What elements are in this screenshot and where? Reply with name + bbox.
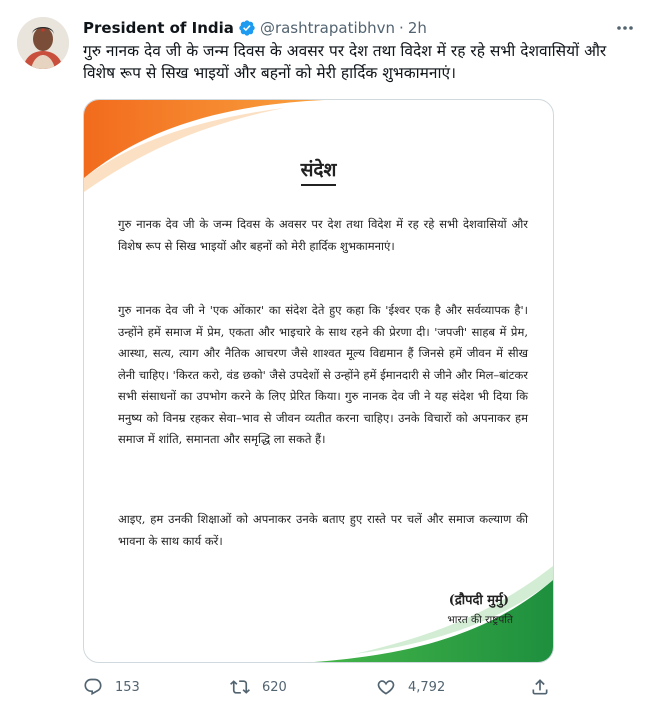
author-name[interactable]: President of India xyxy=(83,19,234,37)
message-title-text: संदेश xyxy=(301,159,337,186)
like-icon xyxy=(376,677,396,697)
tweet-timestamp[interactable]: 2h xyxy=(407,19,427,37)
share-icon xyxy=(530,677,550,697)
message-paragraph-3: आइए, हम उनकी शिक्षाओं को अपनाकर उनके बताए हुए रास्ते पर चलें और समाज कल्याण की भावना के साथ कार्य करें। xyxy=(118,512,528,548)
header-separator: · xyxy=(399,19,404,37)
reply-count: 153 xyxy=(115,679,140,695)
like-button[interactable] xyxy=(376,674,445,700)
tweet-actions xyxy=(83,674,553,700)
retweet-button[interactable] xyxy=(230,674,287,700)
tweet-text: गुरु नानक देव जी के जन्म दिवस के अवसर पर देश तथा विदेश में रह रहे सभी देशवासियों और विशेष रूप से सिख भाइयों और बहनों को मेरी हार्दिक शुभकामनाएं। xyxy=(83,42,607,82)
message-paragraph-1: गुरु नानक देव जी के जन्म दिवस के अवसर पर देश तथा विदेश में रह रहे सभी देशवासियों और विशेष रूप से सिख भाइयों और बहनों को मेरी हार्दिक शुभकामनाएं। xyxy=(118,217,528,253)
message-letter xyxy=(84,100,553,662)
message-title xyxy=(84,156,553,182)
tweet-header xyxy=(83,17,427,39)
message-image-card[interactable] xyxy=(83,99,554,663)
share-button[interactable] xyxy=(530,674,562,700)
signature-name: (द्रौपदी मुर्मु) xyxy=(448,593,509,608)
retweet-icon xyxy=(230,677,250,697)
reply-icon xyxy=(83,677,103,697)
retweet-count: 620 xyxy=(262,679,287,695)
avatar-image xyxy=(17,17,69,69)
avatar[interactable] xyxy=(17,17,69,69)
verified-badge-icon xyxy=(238,19,256,37)
more-options-icon[interactable] xyxy=(614,18,636,38)
reply-button[interactable] xyxy=(83,674,140,700)
signature-designation: भारत की राष्ट्रपति xyxy=(447,614,513,626)
message-paragraph-2: गुरु नानक देव जी ने 'एक ओंकार' का संदेश देते हुए कहा कि 'ईश्वर एक है और सर्वव्यापक है'। उन्होंने हमें समाज में प्रेम, एकता और भाइचारे के साथ रहने की प्रेरणा दी। 'जपजी' साहब में प्रेम, आस्था, सत्य, त्याग और नैतिक आचरण जैसे शाश्वत मूल्य विद्यमान हैं जिनसे हमें जीवन में सीख लेनी चाहिए। 'किरत करो, वंड छको' जैसे उपदेशों से उन्होंने हमें ईमानदारी से जीने और मिल–बांटकर सभी संसाधनों का उपभोग करने के लिए प्रेरित किया। गुरु नानक देव जी ने यह संदेश भी दिया कि मनुष्य को विनम्र रहकर सेवा–भाव से जीवन व्यतीत करना चाहिए। उनके विचारों को अपनाकर हम समाज में शांति, समानता और समृद्धि ला सकते हैं। xyxy=(118,303,528,446)
like-count: 4,792 xyxy=(408,679,446,695)
author-handle[interactable]: @rashtrapatibhvn xyxy=(259,19,396,37)
